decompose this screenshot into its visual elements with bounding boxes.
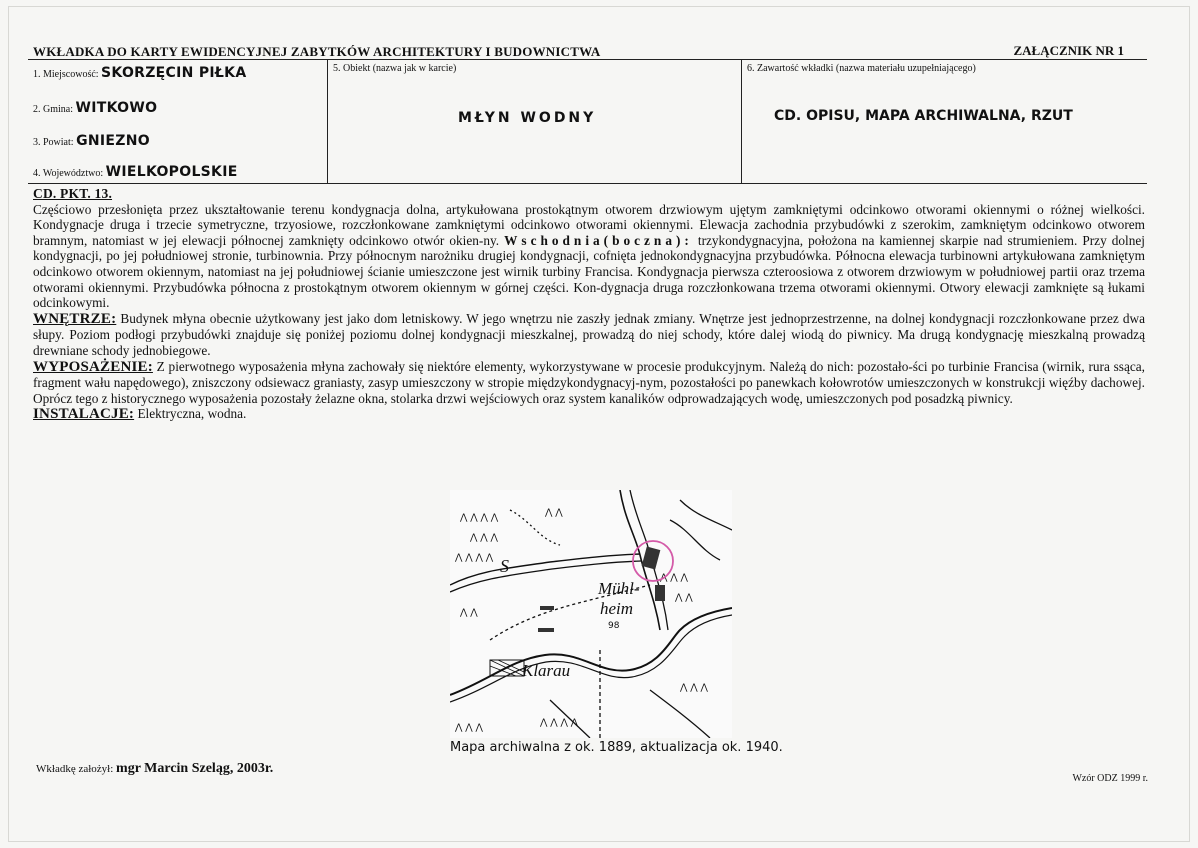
commune-field bbox=[33, 100, 157, 116]
column-divider bbox=[741, 60, 742, 183]
voivodeship-value: WIELKOPOLSKIE bbox=[105, 164, 238, 180]
interior-text: Budynek młyna obecnie użytkowany jest jako dom letniskowy. W jego wnętrzu nie zaszły jednak zmiany. Wnętrze jest jednoprzestrzenne, na dolnej kondygnacji rozczłonkowane przez dwa słupy. Poziom podłogi przybudówki znajduje się poniżej poziomu dolnej kondygnacji mieszkalnej, prowadzą do niej schody, które dalej wiodą do piwnicy. Ma drugą kondygnację mieszkalną prowadzą drewniane schody jednobiegowe. bbox=[33, 310, 1145, 358]
form-reference: Wzór ODZ 1999 r. bbox=[1072, 773, 1148, 784]
locality-field bbox=[33, 65, 246, 81]
map-caption: Mapa archiwalna z ok. 1889, aktualizacja ok. 1940. bbox=[450, 740, 783, 755]
svg-text:⋀ ⋀ ⋀: ⋀ ⋀ ⋀ bbox=[680, 683, 708, 693]
map-label-muhl: Mühl- bbox=[598, 579, 640, 598]
svg-text:⋀ ⋀ ⋀: ⋀ ⋀ ⋀ bbox=[455, 723, 483, 733]
installations-heading: INSTALACJE: bbox=[33, 406, 135, 423]
svg-text:⋀ ⋀: ⋀ ⋀ bbox=[545, 508, 563, 518]
archival-map-image bbox=[450, 490, 732, 738]
archival-map bbox=[450, 490, 732, 738]
header-grid bbox=[28, 59, 1147, 184]
column-divider bbox=[327, 60, 328, 183]
author-line bbox=[36, 761, 273, 777]
elevation-text-a: Częściowo przesłonięta przez ukształtowanie terenu kondygnacja dolna, artykułowana prostokątnym otworem drzwiowym ujętym zamkniętymi odcinkowo otworami okiennymi o różnej wielkości. Kondygnacje druga i trzecie symetryczne, trzyosiowe, rozczłonkowane zamkniętymi odcinkowo otworami okiennymi. Elewacja zachodnia przybudówki z szerokim, zamkniętym odcinkowo otworem bramnym, natomiast w jej elewacji północnej zamknięty odcinkowo otwór okien-ny. bbox=[33, 201, 1145, 248]
equipment-text: Z pierwotnego wyposażenia młyna zachowały się niektóre elementy, wykorzystywane w procesie produkcyjnym. Należą do nich: pozostało-ści po turbinie Francisa (wirnik, rura ssąca, fragment wału napędowego), zniszczony odsiewacz graniasty, zasyp umieszczony w stropie międzykondygnacyj-nym, pozostałości po panewkach kołowrotów umieszczonych w konstrukcji więźby dachowej. Oprócz tego z historycznego wyposażenia pozostały żelazne okna, stolarka drzwi wejściowych oraz system kanalików odprowadzających wodę, umieszczonych pod posadzką piwnicy. bbox=[33, 358, 1145, 406]
attachment-number: ZAŁĄCZNIK NR 1 bbox=[1013, 43, 1124, 58]
installations-paragraph bbox=[33, 406, 1145, 423]
svg-text:⋀ ⋀ ⋀: ⋀ ⋀ ⋀ bbox=[470, 533, 498, 543]
content-value: CD. OPISU, MAPA ARCHIWALNA, RZUT bbox=[774, 108, 1073, 124]
cd-heading: CD. PKT. 13. bbox=[33, 186, 113, 201]
commune-label: 2. Gmina: bbox=[33, 104, 73, 115]
svg-text:⋀ ⋀ ⋀: ⋀ ⋀ ⋀ bbox=[660, 573, 688, 583]
author-label: Wkładkę założył: bbox=[36, 763, 114, 775]
county-value: GNIEZNO bbox=[76, 133, 150, 149]
county-label: 3. Powiat: bbox=[33, 137, 74, 148]
installations-text: Elektryczna, wodna. bbox=[137, 406, 247, 422]
object-value: MŁYN WODNY bbox=[458, 110, 597, 126]
svg-text:⋀ ⋀ ⋀ ⋀: ⋀ ⋀ ⋀ ⋀ bbox=[460, 513, 499, 523]
svg-text:⋀ ⋀ ⋀ ⋀: ⋀ ⋀ ⋀ ⋀ bbox=[455, 553, 494, 563]
interior-heading: WNĘTRZE: bbox=[33, 310, 117, 327]
description-body bbox=[33, 186, 1145, 423]
voivodeship-field bbox=[33, 164, 238, 180]
document-title: WKŁADKA DO KARTY EWIDENCYJNEJ ZABYTKÓW ARCHITEKTURY I BUDOWNICTWA bbox=[33, 44, 601, 59]
county-field bbox=[33, 133, 150, 149]
elevation-paragraph bbox=[33, 202, 1145, 311]
commune-value: WITKOWO bbox=[75, 100, 158, 116]
content-label: 6. Zawartość wkładki (nazwa materiału uzupełniającego) bbox=[747, 63, 976, 74]
elevation-text-b: trzykondygnacyjna, położona na kamiennej skarpie nad strumieniem. Przy dolnej kondygnacji, po jej południowej stronie, turbinownia. Przy północnym narożniku drugiej kondygnacji, cofnięta jednokondygnacyjna przybudówka. Północna elewacja turbinowni artykułowana zamkniętym odcinkowo otworem okiennym, natomiast na jej południowej ścianie umieszczone jest wirnik turbiny Francisa. Kondygnacja pierwsza czteroosiowa z otworem drzwiowym w południowej partii oraz trzema otworami okiennymi. Przybudówka północna z prostokątnym otworem okiennym w górnej części. Kon-dygnacja druga rozczłonkowana trzema otworami okiennymi. Otwory elewacji zamknięte są łukami odcinkowymi. bbox=[33, 232, 1145, 311]
svg-text:⋀ ⋀ ⋀ ⋀: ⋀ ⋀ ⋀ ⋀ bbox=[540, 718, 579, 728]
equipment-heading: WYPOSAŻENIE: bbox=[33, 358, 153, 375]
locality-label: 1. Miejscowość: bbox=[33, 69, 99, 80]
svg-text:⋀ ⋀: ⋀ ⋀ bbox=[675, 593, 693, 603]
equipment-paragraph bbox=[33, 359, 1145, 407]
author-name: mgr Marcin Szeląg, 2003r. bbox=[116, 761, 274, 776]
map-label-98: 98 bbox=[608, 621, 620, 631]
object-label: 5. Obiekt (nazwa jak w karcie) bbox=[333, 63, 457, 74]
map-label-klarau: Klarau bbox=[522, 661, 571, 680]
east-elevation-heading: Wschodnia(boczna): bbox=[504, 232, 693, 248]
interior-paragraph bbox=[33, 311, 1145, 359]
svg-text:⋀ ⋀: ⋀ ⋀ bbox=[460, 608, 478, 618]
voivodeship-label: 4. Województwo: bbox=[33, 168, 104, 179]
map-label-heim: heim bbox=[600, 599, 634, 618]
locality-value: SKORZĘCIN PIŁKA bbox=[101, 65, 247, 81]
map-label-s: S bbox=[500, 556, 509, 576]
